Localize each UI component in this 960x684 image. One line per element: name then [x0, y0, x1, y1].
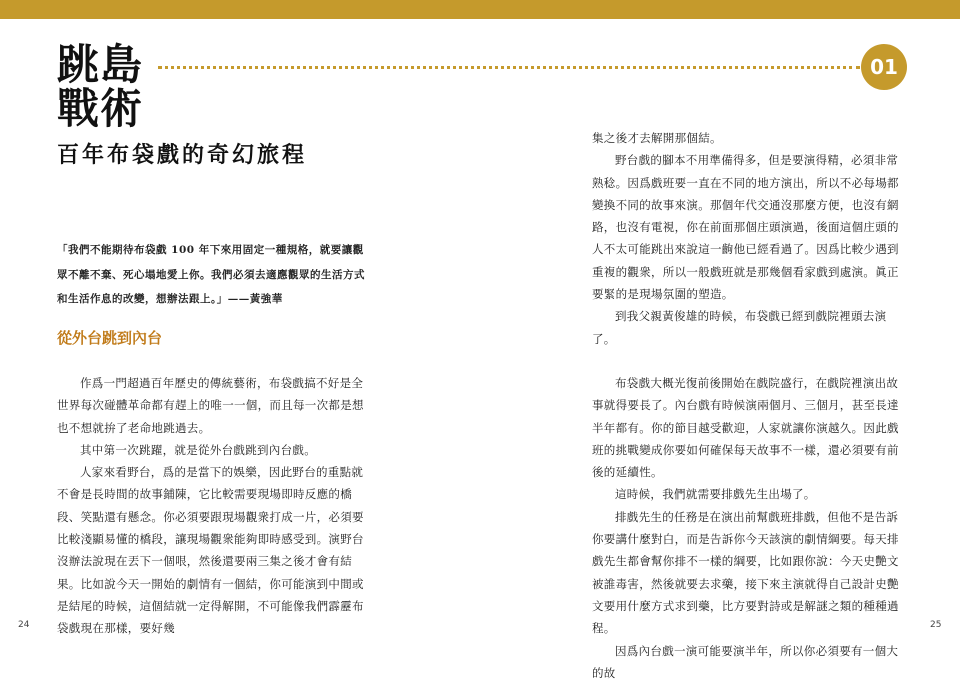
paragraph: 野台戲的腳本不用準備得多，但是要演得精，必須非常熟稔。因爲戲班要一直在不同的地方演出，所以不必每場都變換不同的故事來演。那個年代交通沒那麼方便，也沒有網路，也沒有電視，你在前面那個庄頭演過，後面這個庄頭的人不太可能跳出來說這一齣他已經看過了。因爲比較少遇到重複的觀衆，所以一般戲班就是那幾個看家戲到處演。眞正要緊的是現場氛圍的塑造。: [592, 153, 899, 302]
right-text-column: [592, 127, 907, 684]
paragraph: 其中第一次跳躍，就是從外台戲跳到內台戲。: [80, 442, 316, 457]
dotted-divider: [158, 66, 860, 69]
page-number-left: 24: [18, 620, 30, 630]
paragraph: 布袋戲大概光復前後開始在戲院盛行，在戲院裡演出故事就得要長了。內台戲有時候演兩個月、三個月，甚至長達半年都有。你的節目越受歡迎，人家就讓你演越久。因此戲班的挑戰變成你要如何確保每天故事不一樣，還必須要有前後的延續性。: [592, 375, 899, 480]
paragraph: 作爲一門超過百年歷史的傳統藝術，布袋戲搞不好是全世界每次碰體革命都有趕上的唯一一個，而且每一次都是想也不想就拚了老命地跳過去。: [57, 376, 364, 435]
paragraph: 人家來看野台，爲的是當下的娛樂，因此野台的重點就不會是長時間的故事鋪陳，它比較需要現場即時反應的橋段、笑點還有懸念。你必須要跟現場觀衆打成一片，必須要比較淺顯易懂的橋段，讓現場觀衆能夠即時感受到。演野台沒辦法說現在丟下一個哏，然後還要兩三集之後才會有結果。比如說今天一開始的劇情有一個結，你可能演到中間或是結尾的時候，這個結就一定得解開，不可能像我們霹靂布袋戲現在那樣，要好幾: [57, 465, 364, 636]
paragraph: 排戲先生的任務是在演出前幫戲班排戲，但他不是告訴你要講什麼對白，而是告訴你今天該演的劇情綱要。每天排戲先生都會幫你排不一樣的綱要，比如跟你說：今天史艷文被誰毒害，然後就要去求藥，接下來主演就得自己設計史艷文要用什麼方式求到藥，比方要對詩或是解謎之類的種種過程。: [592, 509, 899, 636]
chapter-title-line1: 跳島: [57, 40, 144, 89]
page-number-right: 25: [930, 620, 942, 630]
paragraph: 到我父親黃俊雄的時候，布袋戲已經到戲院裡頭去演了。: [592, 309, 887, 346]
left-text-column: [57, 372, 372, 640]
chapter-subtitle: 百年布袋戲的奇幻旅程: [57, 143, 308, 168]
paragraph-gap: [592, 350, 907, 372]
chapter-title-line2: 戰術: [57, 84, 144, 133]
epigraph-quote: 「我們不能期待布袋戲 100 年下來用固定一種規格，就要讓觀眾不離不棄、死心塌地愛上你。我們必須去適應觀眾的生活方式和生活作息的改變，想辦法跟上。」——黃強華: [57, 244, 365, 305]
chapter-number-badge: 01: [861, 44, 907, 90]
section-heading: 從外台跳到內台: [57, 329, 163, 347]
paragraph: 因爲內台戲一演可能要演半年，所以你必須要有一個大的故: [592, 643, 899, 680]
paragraph: 這時候，我們就需要排戲先生出場了。: [615, 487, 816, 502]
paragraph: 集之後才去解開那個結。: [592, 131, 722, 145]
top-color-bar: [0, 0, 960, 19]
